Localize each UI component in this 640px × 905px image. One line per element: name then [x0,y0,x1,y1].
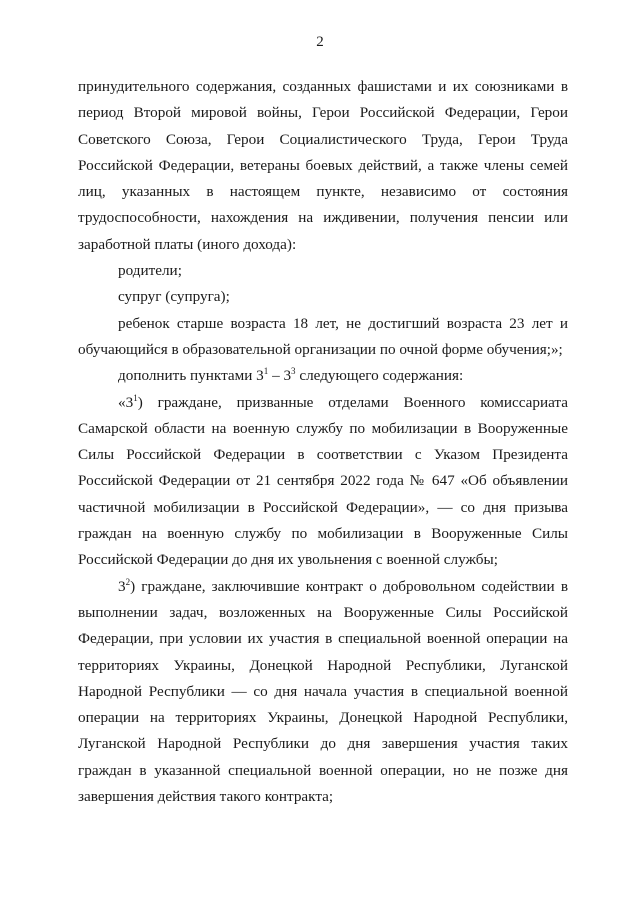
item-3-2-text-a: 3 [118,577,126,595]
supplement-text-b: – 3 [268,367,292,385]
paragraph-item-3-1 [78,390,568,574]
supplement-text-c: следующего содержания: [295,367,464,385]
paragraph-supplement [78,363,568,389]
paragraph-child: ребенок старше возраста 18 лет, не достигший возраста 23 лет и обучающийся в образовательной организации по очной форме обучения;»; [78,314,568,358]
paragraph-item-3-2 [78,574,568,811]
document-body [78,74,568,810]
supplement-text-a: дополнить пунктами 3 [118,367,264,385]
item-3-2-text-b: ) граждане, заключившие контракт о добровольном содействии в выполнении задач, возложенных на Вооруженные Силы Российской Федерации, при условии их участия в специальной военной операции на территориях Украины, Донецкой Народной Республики, Луганской Народной Республики — со дня начала участия в специальной военной операции на территориях Украины, Донецкой Народной Республики, Луганской Народной Республики до дня завершения участия таких граждан в указанной специальной военной операции, но не позже дня завершения действия такого контракта; [78,577,568,806]
supplement-sup-2: 3 [291,366,296,377]
page-number: 2 [316,34,324,50]
item-3-2-sup: 2 [125,576,131,587]
paragraph-continuation: принудительного содержания, созданных фашистами и их союзниками в период Второй мировой войны, Герои Российской Федерации, Герои Советского Союза, Герои Социалистического Труда, Герои Труда Российской Федерации, ветераны боевых действий, а также члены семей лиц, указанных в настоящем пункте, независимо от состояния трудоспособности, нахождения на иждивении, получения пенсии или заработной платы (иного дохода): [78,78,568,253]
item-3-1-text-b: ) граждане, призванные отделами Военного комиссариата Самарской области на военную службу по мобилизации в Вооруженные Силы Российской Федерации в соответствии с Указом Президента Российской Федерации от 21 сентября 2022 года № 647 «Об объявлении частичной мобилизации в Российской Федерации», — со дня призыва граждан на военную службу по мобилизации в Вооруженные Силы Российской Федерации до дня их увольнения с военной службы; [78,393,568,569]
paragraph-spouse: супруг (супруга); [118,288,230,306]
supplement-sup-1: 1 [263,366,269,377]
item-3-1-text-a: «3 [118,393,134,411]
paragraph-parents: родители; [118,262,182,280]
item-3-1-sup: 1 [133,392,138,403]
